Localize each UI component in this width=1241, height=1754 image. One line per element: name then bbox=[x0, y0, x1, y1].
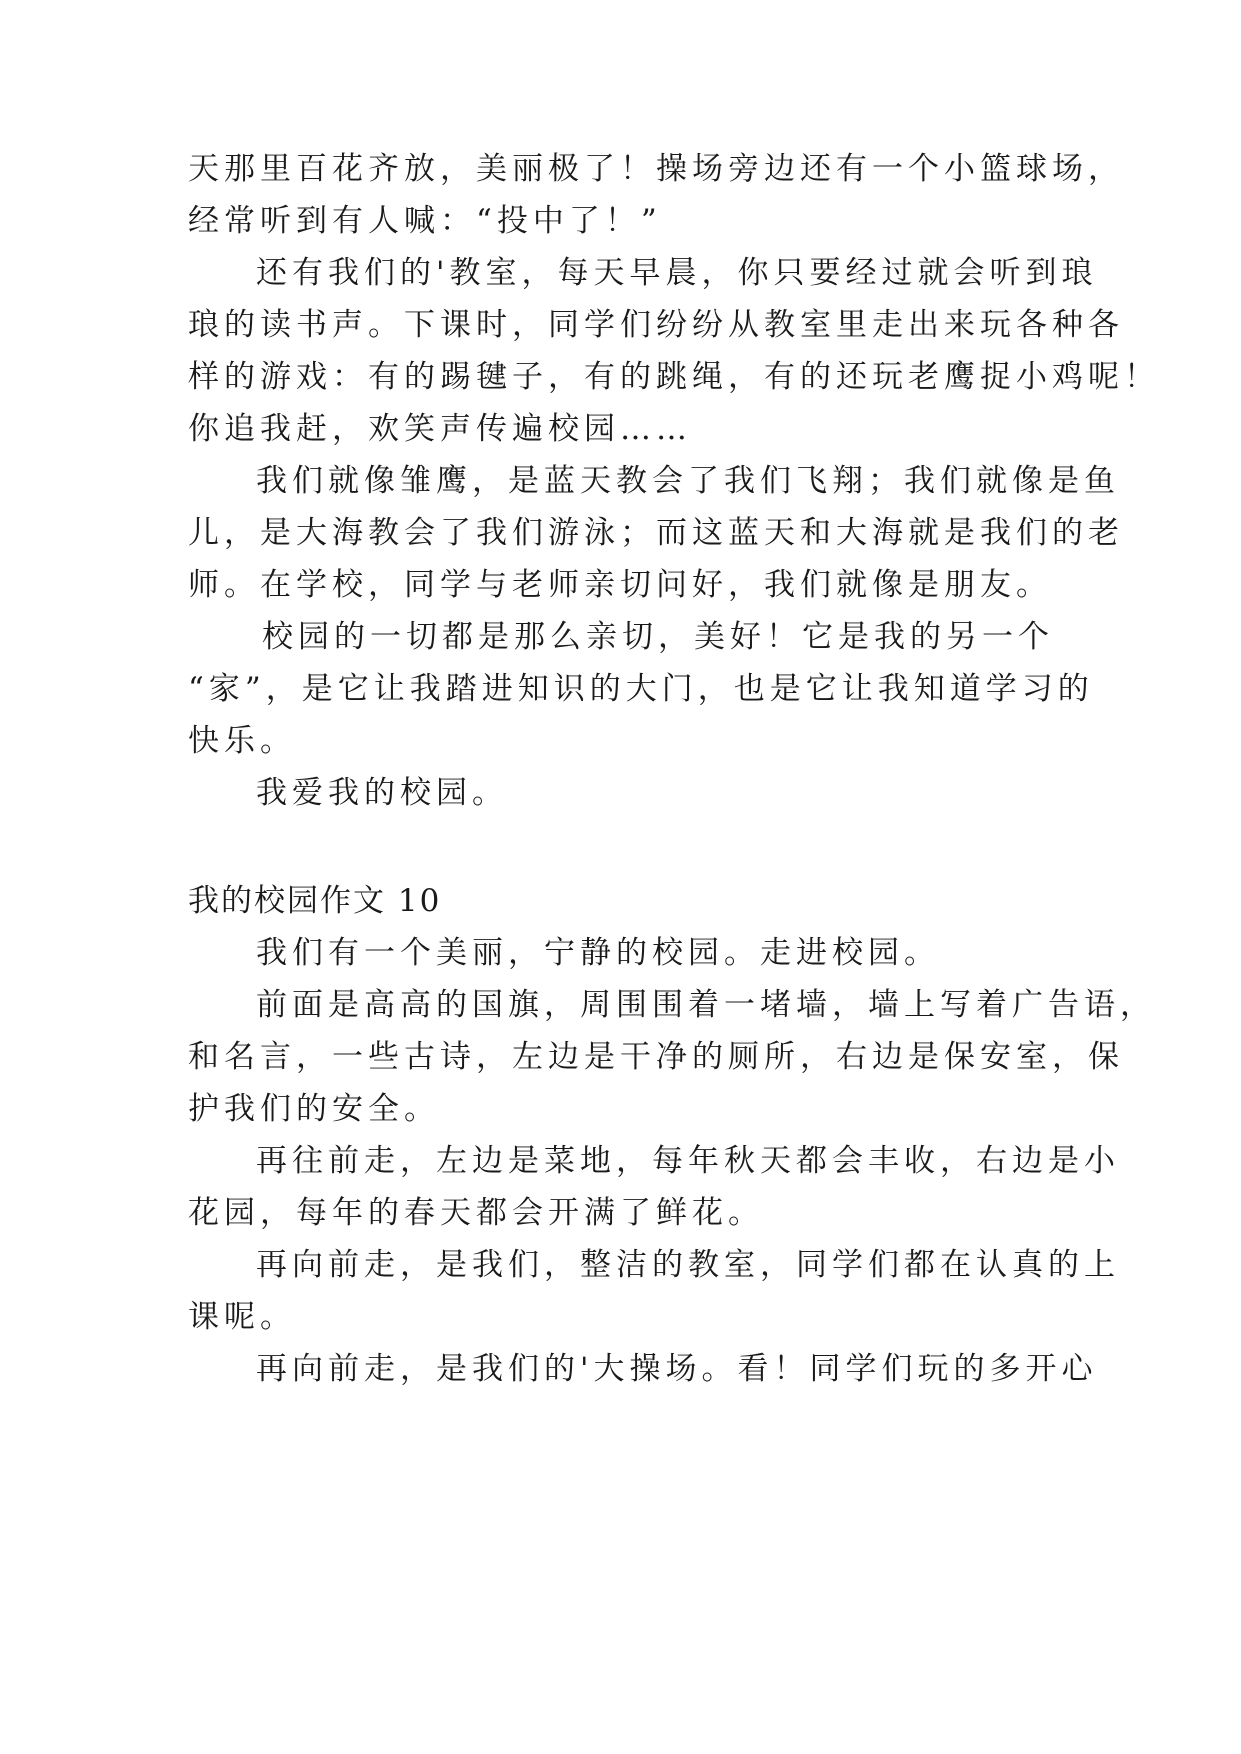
paragraph-start-line: 再向前走，是我们的'大操场。看！同学们玩的多开心 bbox=[256, 1351, 1098, 1387]
text-line: “家”，是它让我踏进知识的大门，也是它让我知道学习的 bbox=[188, 671, 1094, 707]
text-line: 课呢。 bbox=[188, 1299, 296, 1335]
text-line: 天那里百花齐放，美丽极了！操场旁边还有一个小篮球场， bbox=[188, 151, 1124, 187]
text-line: 样的游戏：有的踢毽子，有的跳绳，有的还玩老鹰捉小鸡呢！ bbox=[188, 359, 1160, 395]
section-heading: 我的校园作文 10 bbox=[188, 883, 442, 919]
paragraph-start-line: 前面是高高的国旗，周围围着一堵墙，墙上写着广告语， bbox=[256, 987, 1156, 1023]
text-line: 护我们的安全。 bbox=[188, 1091, 440, 1127]
text-line: 琅的读书声。下课时，同学们纷纷从教室里走出来玩各种各 bbox=[188, 307, 1124, 343]
paragraph-start-line: 我爱我的校园。 bbox=[256, 775, 508, 811]
text-line: 花园，每年的春天都会开满了鲜花。 bbox=[188, 1195, 764, 1231]
text-line: 经常听到有人喊：“投中了！” bbox=[188, 203, 662, 239]
paragraph-start-line: 还有我们的'教室，每天早晨，你只要经过就会听到琅 bbox=[256, 255, 1098, 291]
paragraph-start-line: 再往前走，左边是菜地，每年秋天都会丰收，右边是小 bbox=[256, 1143, 1120, 1179]
paragraph-start-line: 我们就像雏鹰，是蓝天教会了我们飞翔；我们就像是鱼 bbox=[256, 463, 1120, 499]
text-line: 快乐。 bbox=[188, 723, 296, 759]
text-line: 儿，是大海教会了我们游泳；而这蓝天和大海就是我们的老 bbox=[188, 515, 1124, 551]
paragraph-start-line: 再向前走，是我们，整洁的教室，同学们都在认真的上 bbox=[256, 1247, 1120, 1283]
paragraph-start-line: 我们有一个美丽，宁静的校园。走进校园。 bbox=[256, 935, 940, 971]
text-line: 你追我赶，欢笑声传遍校园…… bbox=[188, 411, 692, 447]
text-line: 和名言，一些古诗，左边是干净的厕所，右边是保安室，保 bbox=[188, 1039, 1124, 1075]
text-line: 师。在学校，同学与老师亲切问好，我们就像是朋友。 bbox=[188, 567, 1052, 603]
paragraph-start-line: 校园的一切都是那么亲切，美好！它是我的另一个 bbox=[262, 619, 1054, 655]
